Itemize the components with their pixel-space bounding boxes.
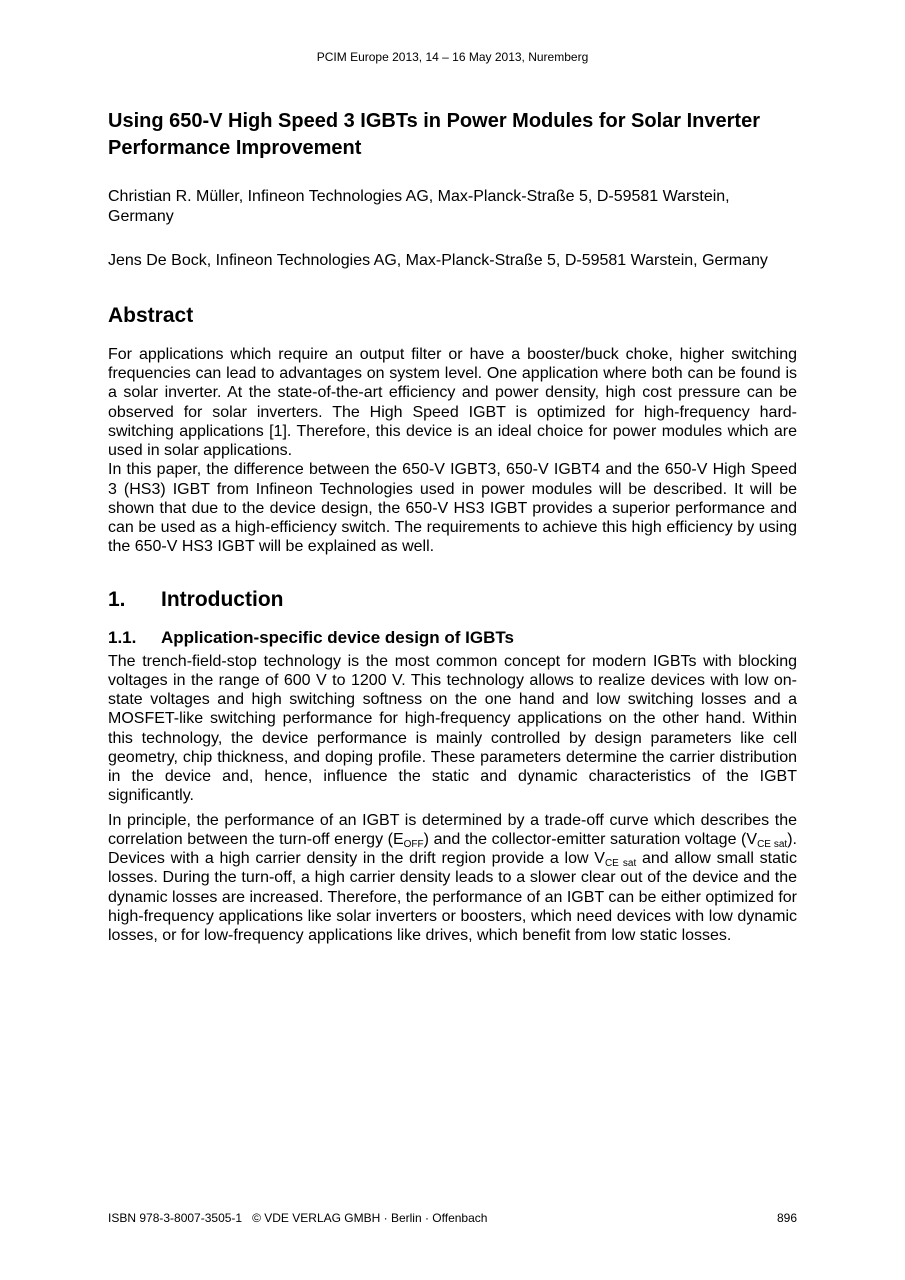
p2-text-4: and allow small static losses. During the turn-off, a high carrier density leads to a slower clear out of the device and the dynamic losses are increased. Therefore, the performance of an IGBT can be either optimized for high-frequency applications like solar inverters or boosters, which need devices with low dynamic losses, or for low-frequency applications like drives, which benefit from low static losses.	[108, 850, 797, 945]
p2-text-2: ) and the collector-emitter saturation voltage (V	[423, 830, 758, 848]
subsection-title: Application-specific device design of IGBTs	[161, 627, 514, 647]
section-heading-introduction	[108, 587, 797, 613]
author-1: Christian R. Müller, Infineon Technologies AG, Max-Planck-Straße 5, D-59581 Warstein, Germany	[108, 188, 730, 225]
subscript-off: OFF	[403, 838, 424, 850]
section-number: 1.	[108, 587, 126, 611]
p2-text-1: In principle, the performance of an IGBT is determined by a trade-off curve which describes the correlation between the turn-off energy (E	[108, 811, 797, 848]
footer-isbn: ISBN 978-3-8007-3505-1 © VDE VERLAG GMBH · Berlin · Offenbach	[108, 1211, 488, 1225]
paper-title: Using 650-V High Speed 3 IGBTs in Power Modules for Solar Inverter Performance Improvement	[108, 110, 760, 159]
page-footer	[108, 1211, 797, 1226]
subsection-heading	[108, 627, 797, 648]
subscript-ce-sat-1: CE sat	[757, 838, 788, 850]
p2-text-3: ). Devices with a high carrier density in the drift region provide a low V	[108, 830, 797, 868]
abstract-paragraph-1: For applications which require an output filter or have a booster/buck choke, higher switching frequencies can lead to advantages on system level. One application where both can be found is a solar inverter. At the state-of-the-art efficiency and power density, high cost pressure can be observed for solar inverters. The High Speed IGBT is optimized for high-frequency hard-switching applications [1]. Therefore, this device is an ideal choice for power modules which are used in solar applications.	[108, 345, 797, 460]
introduction-paragraph-2	[108, 811, 797, 946]
page-number: 896	[776, 1211, 797, 1225]
author-2: Jens De Bock, Infineon Technologies AG, Max-Planck-Straße 5, D-59581 Warstein, Germany	[108, 252, 768, 270]
running-header: PCIM Europe 2013, 14 – 16 May 2013, Nuremberg	[316, 50, 589, 64]
abstract-heading: Abstract	[108, 303, 194, 327]
subscript-ce-sat-2: CE sat	[604, 858, 637, 870]
subsection-number: 1.1.	[108, 627, 137, 647]
introduction-paragraph-1: The trench-field-stop technology is the most common concept for modern IGBTs with blocking voltages in the range of 600 V to 1200 V. This technology allows to realize devices with low on-state voltages and high switching softness on the one hand and low switching losses and a MOSFET-like switching performance for high-frequency applications on the other hand. Within this technology, the device performance is mainly controlled by design parameters like cell geometry, chip thickness, and doping profile. These parameters determine the carrier distribution in the device and, hence, influence the static and dynamic characteristics of the IGBT significantly.	[108, 652, 797, 805]
page-content	[108, 108, 797, 945]
section-title: Introduction	[161, 587, 284, 611]
abstract-paragraph-2: In this paper, the difference between the 650-V IGBT3, 650-V IGBT4 and the 650-V High Speed 3 (HS3) IGBT from Infineon Technologies used in power modules will be described. It will be shown that due to the device design, the 650-V HS3 IGBT provides a superior performance and can be used as a high-efficiency switch. The requirements to achieve this high efficiency by using the 650-V HS3 IGBT will be explained as well.	[108, 461, 797, 556]
